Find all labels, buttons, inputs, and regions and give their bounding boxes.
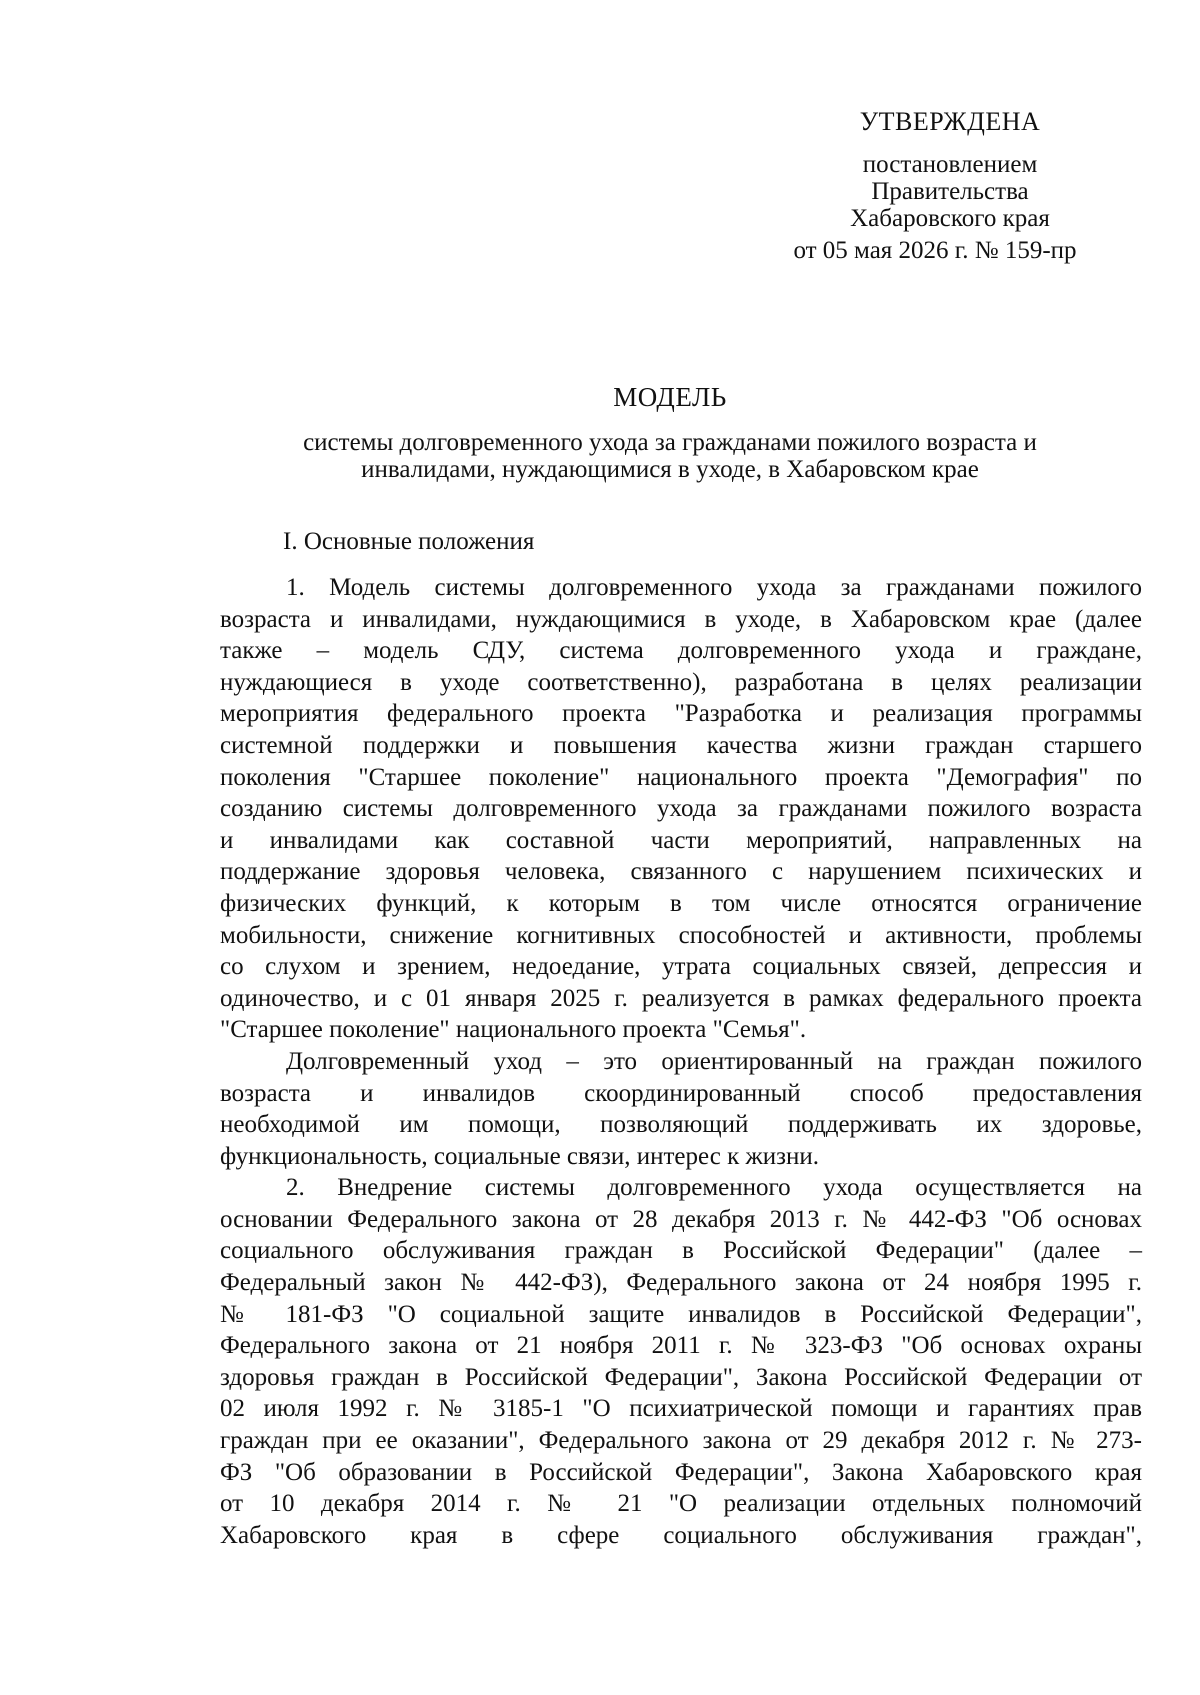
body-line: системной поддержки и повышения качества жизни граждан старшего — [220, 731, 1142, 759]
body-line: граждан при ее оказании", Федерального закона от 29 декабря 2012 г. № 273- — [220, 1427, 1142, 1455]
section-heading: I. Основные положения — [283, 528, 535, 555]
body-text — [220, 572, 1142, 1551]
approval-line-3: Хабаровского края — [850, 205, 1050, 232]
approval-stamp — [790, 108, 1110, 232]
body-line: необходимой им помощи, позволяющий поддерживать их здоровье, — [220, 1111, 1142, 1139]
body-line: поддержание здоровья человека, связанного с нарушением психических и — [220, 858, 1142, 886]
body-line: 2. Внедрение системы долговременного ухода осуществляется на — [286, 1174, 1142, 1202]
body-line: Федерального закона от 21 ноября 2011 г. № 323-ФЗ "Об основах охраны — [220, 1332, 1142, 1360]
body-line: физических функций, к которым в том числе относятся ограничение — [220, 889, 1142, 917]
body-line: 1. Модель системы долговременного ухода за гражданами пожилого — [286, 574, 1142, 601]
body-line: Хабаровского края в сфере социального обслуживания граждан", — [220, 1521, 1142, 1549]
approval-line-1: постановлением — [862, 151, 1038, 178]
body-line: созданию системы долговременного ухода за гражданами пожилого возраста — [220, 795, 1142, 823]
body-line: от 10 декабря 2014 г. № 21 "О реализации отдельных полномочий — [220, 1490, 1142, 1518]
body-line: поколения "Старшее поколение" национального проекта "Демография" по — [220, 763, 1142, 791]
body-line: и инвалидами как составной части мероприятий, направленных на — [220, 826, 1142, 854]
body-line: Федеральный закон № 442-ФЗ), Федерального закона от 24 ноября 1995 г. — [220, 1269, 1142, 1297]
body-line: основании Федерального закона от 28 декабря 2013 г. № 442-ФЗ "Об основах — [220, 1205, 1142, 1233]
body-line: нуждающиеся в уходе соответственно), разработана в целях реализации — [220, 668, 1142, 696]
body-line: мобильности, снижение когнитивных способностей и активности, проблемы — [220, 921, 1142, 949]
body-line: возраста и инвалидов скоординированный способ предоставления — [220, 1079, 1142, 1107]
body-line: "Старшее поколение" национального проекта "Семья". — [220, 1016, 807, 1044]
body-line: социального обслуживания граждан в Российской Федерации" (далее – — [220, 1237, 1142, 1265]
body-line: мероприятия федерального проекта "Разработка и реализация программы — [220, 700, 1142, 728]
body-line: ФЗ "Об образовании в Российской Федерации", Закона Хабаровского края — [220, 1458, 1142, 1486]
body-line: возраста и инвалидами, нуждающимися в уходе, в Хабаровском крае (далее — [220, 605, 1142, 633]
title-block — [210, 382, 1130, 483]
body-line: 02 июля 1992 г. № 3185-1 "О психиатрической помощи и гарантиях прав — [220, 1395, 1142, 1423]
body-line: Долговременный уход – это ориентированный на граждан пожилого — [286, 1047, 1142, 1075]
approval-date: от 05 мая 2026 г. № 159-пр — [793, 237, 1077, 264]
body-line: № 181-ФЗ "О социальной защите инвалидов в Российской Федерации", — [220, 1300, 1142, 1328]
body-line: здоровья граждан в Российской Федерации", Закона Российской Федерации от — [220, 1363, 1142, 1391]
approval-line-2: Правительства — [871, 178, 1029, 205]
body-line: одиночество, и с 01 января 2025 г. реализуется в рамках федерального проекта — [220, 984, 1142, 1012]
body-line: функциональность, социальные связи, интерес к жизни. — [220, 1142, 820, 1170]
approval-heading: УТВЕРЖДЕНА — [859, 107, 1041, 136]
document-title: МОДЕЛЬ — [613, 382, 727, 412]
document-subtitle — [210, 429, 1130, 483]
subtitle-line-2: инвалидами, нуждающимися в уходе, в Хабаровском крае — [361, 456, 979, 483]
body-line: также – модель СДУ, система долговременного ухода и граждане, — [220, 637, 1142, 665]
subtitle-line-1: системы долговременного ухода за гражданами пожилого возраста и — [303, 429, 1037, 456]
body-line: со слухом и зрением, недоедание, утрата социальных связей, депрессия и — [220, 953, 1142, 981]
